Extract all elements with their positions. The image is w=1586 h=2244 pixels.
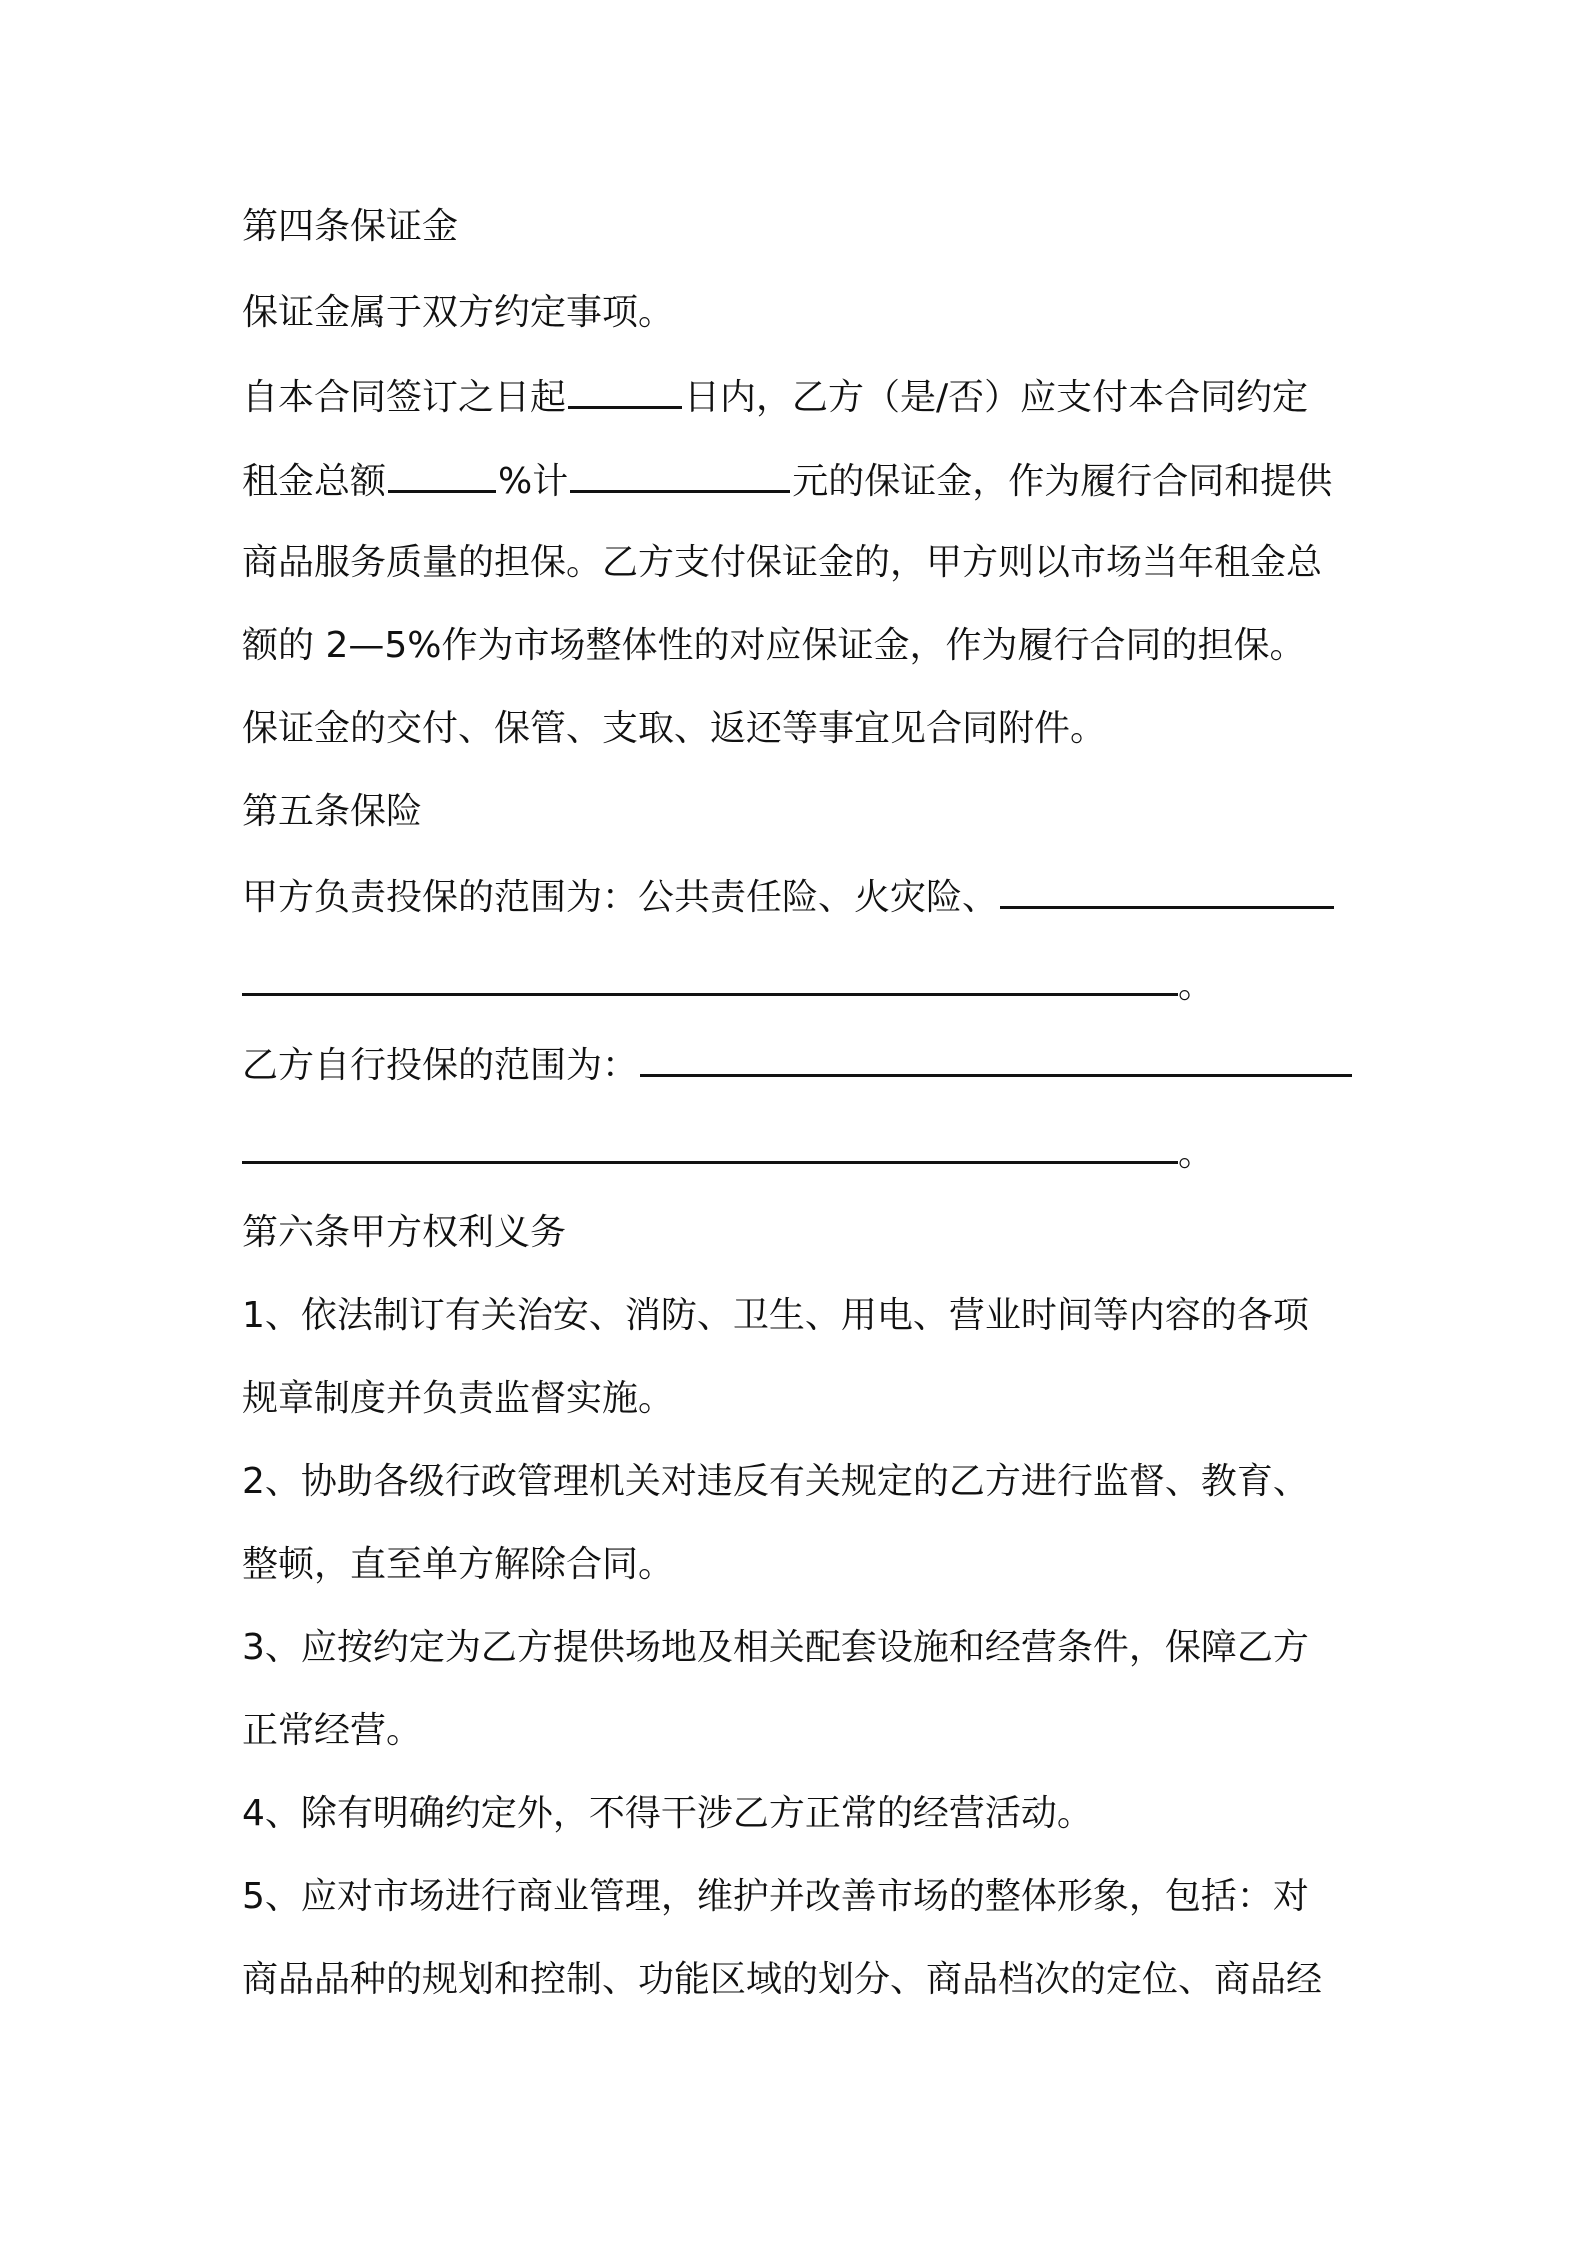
party-b-insurance-blank-field-2[interactable] (242, 1161, 1178, 1164)
article6-item-2-line-2: 整顿，直至单方解除合同。 (242, 1544, 675, 1585)
amount-blank-field[interactable] (570, 450, 790, 493)
days-blank-field[interactable] (568, 366, 682, 409)
party-a-insurance-blank-field[interactable] (1000, 866, 1334, 909)
article4-p3-text-a: 租金总额 (242, 461, 387, 502)
article5-party-b-text: 乙方自行投保的范围为： (242, 1045, 639, 1086)
article4-p2-text-b: 日内，乙方（是/否）应支付本合同约定 (684, 377, 1309, 418)
article4-heading: 第四条保证金 (242, 206, 459, 247)
percent-blank-field[interactable] (388, 450, 496, 493)
article4-paragraph-6: 保证金的交付、保管、支取、返还等事宜见合同附件。 (242, 708, 1107, 749)
article4-paragraph-4: 商品服务质量的担保。乙方支付保证金的，甲方则以市场当年租金总 (242, 542, 1323, 583)
article5-party-b-line (242, 1034, 1362, 1094)
article6-heading: 第六条甲方权利义务 (242, 1212, 567, 1253)
article6-item-3-line-1: 3、应按约定为乙方提供场地及相关配套设施和经营条件，保障乙方 (242, 1627, 1309, 1668)
party-b-insurance-blank-field[interactable] (640, 1034, 1352, 1077)
article6-item-1-line-1: 1、依法制订有关治安、消防、卫生、用电、营业时间等内容的各项 (242, 1295, 1309, 1336)
article6-item-1-line-2: 规章制度并负责监督实施。 (242, 1378, 675, 1419)
article4-p3-text-c: 元的保证金，作为履行合同和提供 (792, 461, 1333, 502)
article6-item-2-line-1: 2、协助各级行政管理机关对违反有关规定的乙方进行监督、教育、 (242, 1461, 1309, 1502)
article4-paragraph-1: 保证金属于双方约定事项。 (242, 292, 675, 333)
article6-item-4-line-1: 4、除有明确约定外，不得干涉乙方正常的经营活动。 (242, 1793, 1093, 1834)
article5-heading: 第五条保险 (242, 791, 423, 832)
article6-item-5-line-1: 5、应对市场进行商业管理，维护并改善市场的整体形象，包括：对 (242, 1876, 1309, 1917)
article4-paragraph-5: 额的 2—5%作为市场整体性的对应保证金，作为履行合同的担保。 (242, 625, 1306, 666)
article4-p3-text-b: %计 (498, 461, 569, 502)
article5-party-a-line (242, 866, 1362, 926)
article6-item-3-line-2: 正常经营。 (242, 1710, 423, 1751)
article5-party-a-text: 甲方负责投保的范围为：公共责任险、火灾险、 (242, 877, 999, 918)
article4-paragraph-2 (242, 366, 1362, 426)
party-a-insurance-blank-field-2[interactable] (242, 993, 1178, 996)
party-b-end-mark: 。 (1178, 1133, 1215, 1174)
article4-paragraph-3 (242, 450, 1362, 510)
party-a-end-mark: 。 (1178, 965, 1215, 1006)
article6-item-5-line-2: 商品品种的规划和控制、功能区域的划分、商品档次的定位、商品经 (242, 1959, 1323, 2000)
article4-p2-text-a: 自本合同签订之日起 (242, 377, 567, 418)
